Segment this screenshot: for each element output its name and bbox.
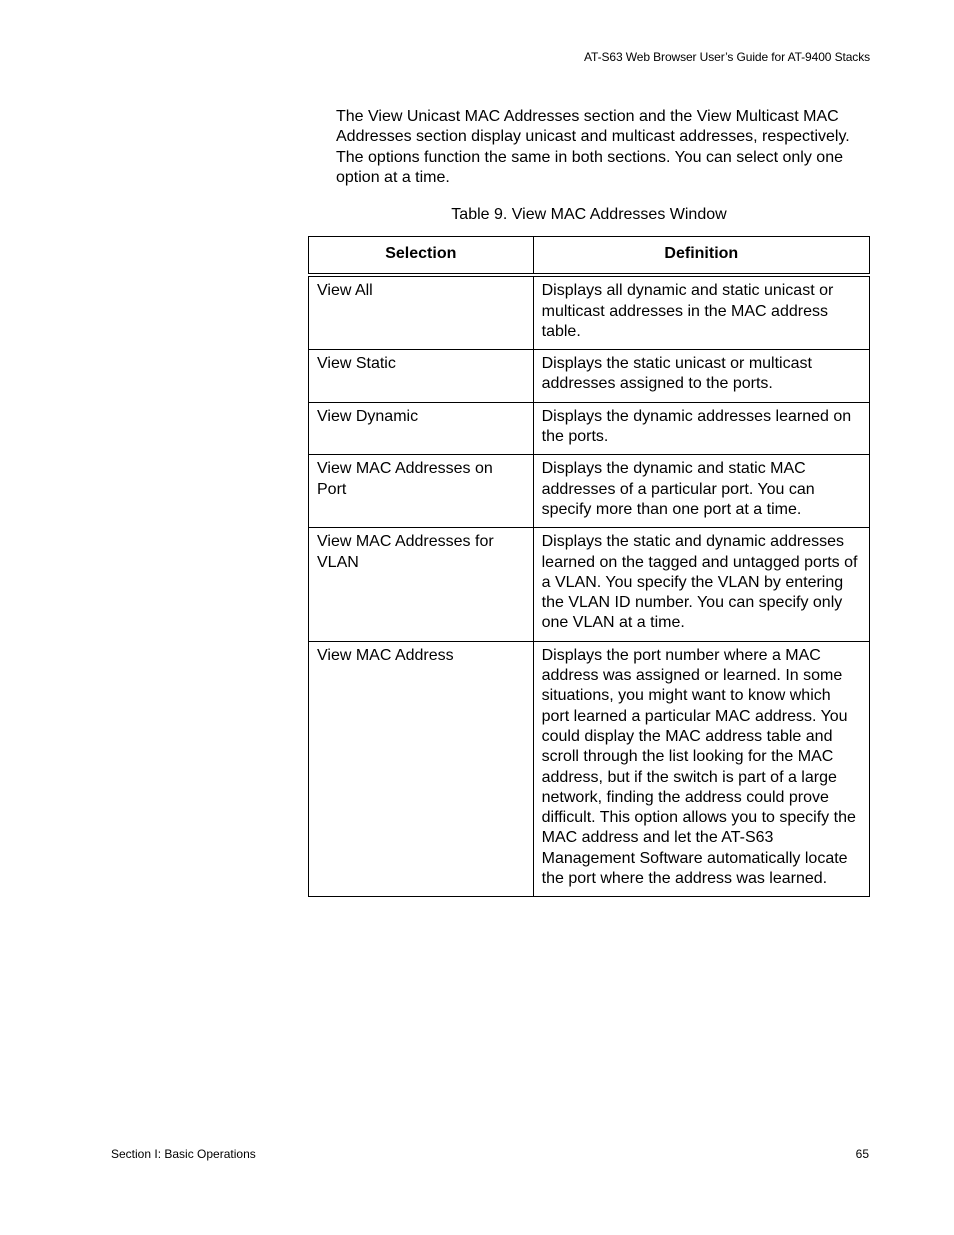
table-row [309, 402, 870, 455]
table-row [309, 528, 870, 641]
column-header-selection: Selection [309, 237, 534, 276]
selection-cell: View All [309, 275, 534, 349]
running-header: AT-S63 Web Browser User’s Guide for AT-9400 Stacks [583, 50, 870, 64]
table-row [309, 641, 870, 897]
definition-cell: Displays the dynamic and static MAC addresses of a particular port. You can specify more than one port at a time. [533, 455, 869, 528]
definition-cell: Displays the static and dynamic addresses learned on the tagged and untagged ports of a VLAN. You specify the VLAN by entering the VLAN ID number. You can specify only one VLAN at a time. [533, 528, 869, 641]
footer-section-title: Section I: Basic Operations [111, 1147, 256, 1161]
table-row [309, 350, 870, 403]
selection-cell: View MAC Addresses for VLAN [309, 528, 534, 641]
table-row [309, 455, 870, 528]
selection-cell: View Dynamic [309, 402, 534, 455]
intro-paragraph: The View Unicast MAC Addresses section and the View Multicast MAC Addresses section display unicast and multicast addresses, respectively. The options function the same in both sections. You can select only one option at a time. [336, 108, 850, 187]
definition-cell: Displays the port number where a MAC address was assigned or learned. In some situations, you might want to know which port learned a particular MAC address. You could display the MAC address table and scroll through the list looking for the MAC address, but if the switch is part of a large network, finding the address could prove difficult. This option allows you to specify the MAC address and let the AT-S63 Management Software automatically locate the port where the address was learned. [533, 641, 869, 897]
definition-cell: Displays the dynamic addresses learned on the ports. [533, 402, 869, 455]
selection-cell: View Static [309, 350, 534, 403]
table-row [309, 275, 870, 349]
table-caption: Table 9. View MAC Addresses Window [451, 206, 727, 223]
table-header-row [309, 237, 870, 276]
selection-cell: View MAC Addresses on Port [309, 455, 534, 528]
column-header-definition: Definition [533, 237, 869, 276]
definition-cell: Displays the static unicast or multicast addresses assigned to the ports. [533, 350, 869, 403]
footer-page-number: 65 [855, 1147, 869, 1161]
view-mac-addresses-table [308, 236, 870, 897]
selection-cell: View MAC Address [309, 641, 534, 897]
definition-cell: Displays all dynamic and static unicast or multicast addresses in the MAC address table. [533, 275, 869, 349]
